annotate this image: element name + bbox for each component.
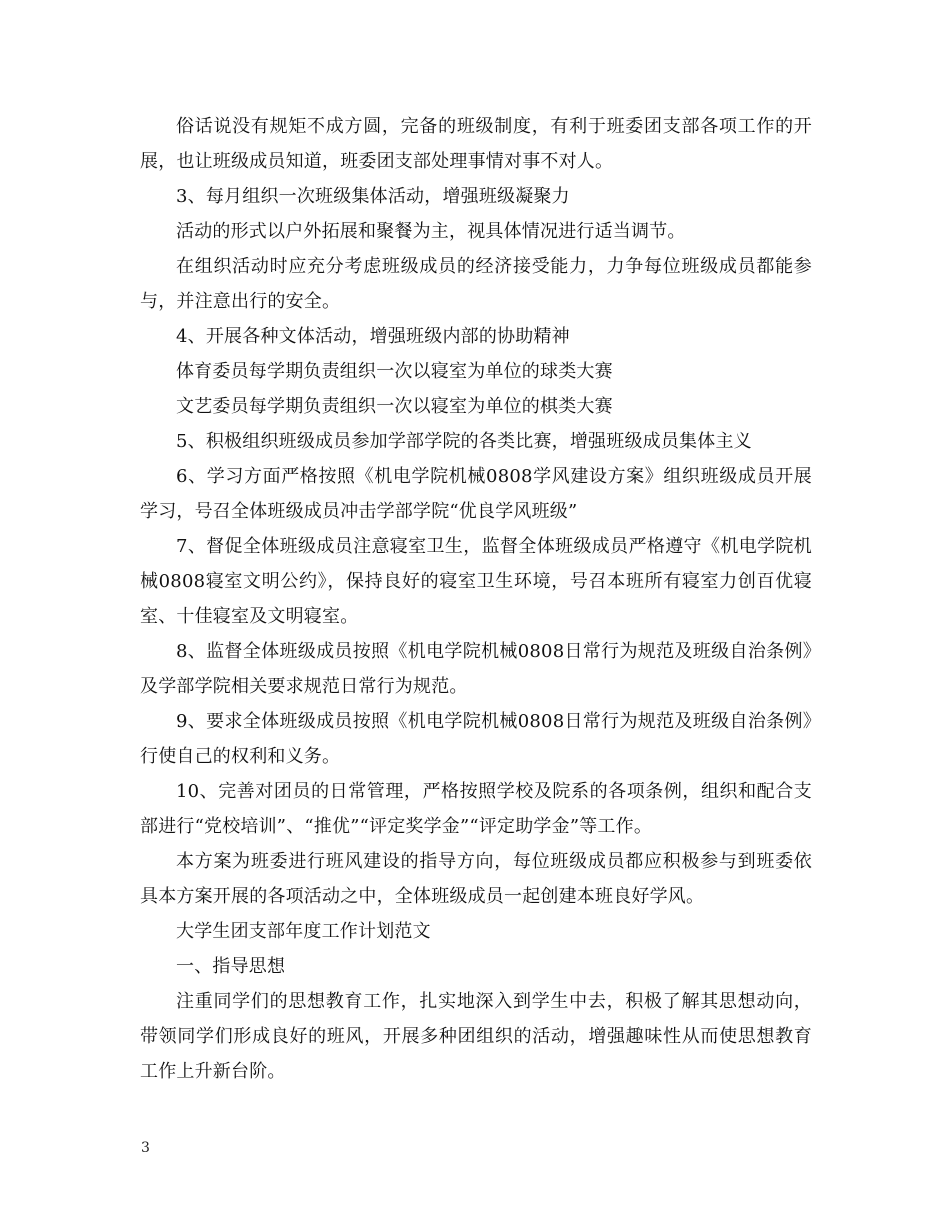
paragraph-activity-cost: 在组织活动时应充分考虑班级成员的经济接受能力，力争每位班级成员都能参与，并注意出行的安全。 bbox=[140, 256, 812, 312]
paragraph-item-10: 10、完善对团员的日常管理，严格按照学校及院系的各项条例，组织和配合支部进行“党校培训”、“推优”“评定奖学金”“评定助学金”等工作。 bbox=[140, 781, 812, 837]
paragraph-item-8: 8、监督全体班级成员按照《机电学院机械0808日常行为规范及班级自治条例》及学部学院相关要求规范日常行为规范。 bbox=[140, 641, 812, 697]
paragraph-item-4-heading: 4、开展各种文体活动，增强班级内部的协助精神 bbox=[176, 326, 570, 347]
paragraph-rules-intro: 俗话说没有规矩不成方圆，完备的班级制度，有利于班委团支部各项工作的开展，也让班级成员知道，班委团支部处理事情对事不对人。 bbox=[140, 116, 812, 172]
paragraph-guiding-thought: 注重同学们的思想教育工作，扎实地深入到学生中去，积极了解其思想动向，带领同学们形成良好的班风，开展多种团组织的活动，增强趣味性从而使思想教育工作上升新台阶。 bbox=[140, 991, 812, 1082]
paragraph-plan-summary: 本方案为班委进行班风建设的指导方向，每位班级成员都应积极参与到班委依具本方案开展的各项活动之中，全体班级成员一起创建本班良好学风。 bbox=[140, 851, 812, 907]
section-title: 大学生团支部年度工作计划范文 bbox=[176, 921, 431, 942]
paragraph-item-6: 6、学习方面严格按照《机电学院机械0808学风建设方案》组织班级成员开展学习，号召全体班级成员冲击学部学院“优良学风班级” bbox=[140, 466, 812, 522]
paragraph-item-5: 5、积极组织班级成员参加学部学院的各类比赛，增强班级成员集体主义 bbox=[176, 431, 752, 452]
paragraph-arts-committee: 文艺委员每学期负责组织一次以寝室为单位的棋类大赛 bbox=[176, 396, 613, 417]
paragraph-item-7: 7、督促全体班级成员注意寝室卫生，监督全体班级成员严格遵守《机电学院机械0808寝室文明公约》，保持良好的寝室卫生环境，号召本班所有寝室力创百优寝室、十佳寝室及文明寝室。 bbox=[140, 536, 812, 627]
paragraph-item-9: 9、要求全体班级成员按照《机电学院机械0808日常行为规范及班级自治条例》行使自己的权利和义务。 bbox=[140, 711, 812, 767]
paragraph-activity-form: 活动的形式以户外拓展和聚餐为主，视具体情况进行适当调节。 bbox=[176, 221, 686, 242]
page-number: 3 bbox=[141, 1140, 150, 1156]
document-body bbox=[140, 109, 812, 1089]
paragraph-sports-committee: 体育委员每学期负责组织一次以寝室为单位的球类大赛 bbox=[176, 361, 613, 382]
paragraph-item-3-heading: 3、每月组织一次班级集体活动，增强班级凝聚力 bbox=[176, 186, 570, 207]
section-heading-guiding-thought: 一、指导思想 bbox=[176, 956, 286, 977]
